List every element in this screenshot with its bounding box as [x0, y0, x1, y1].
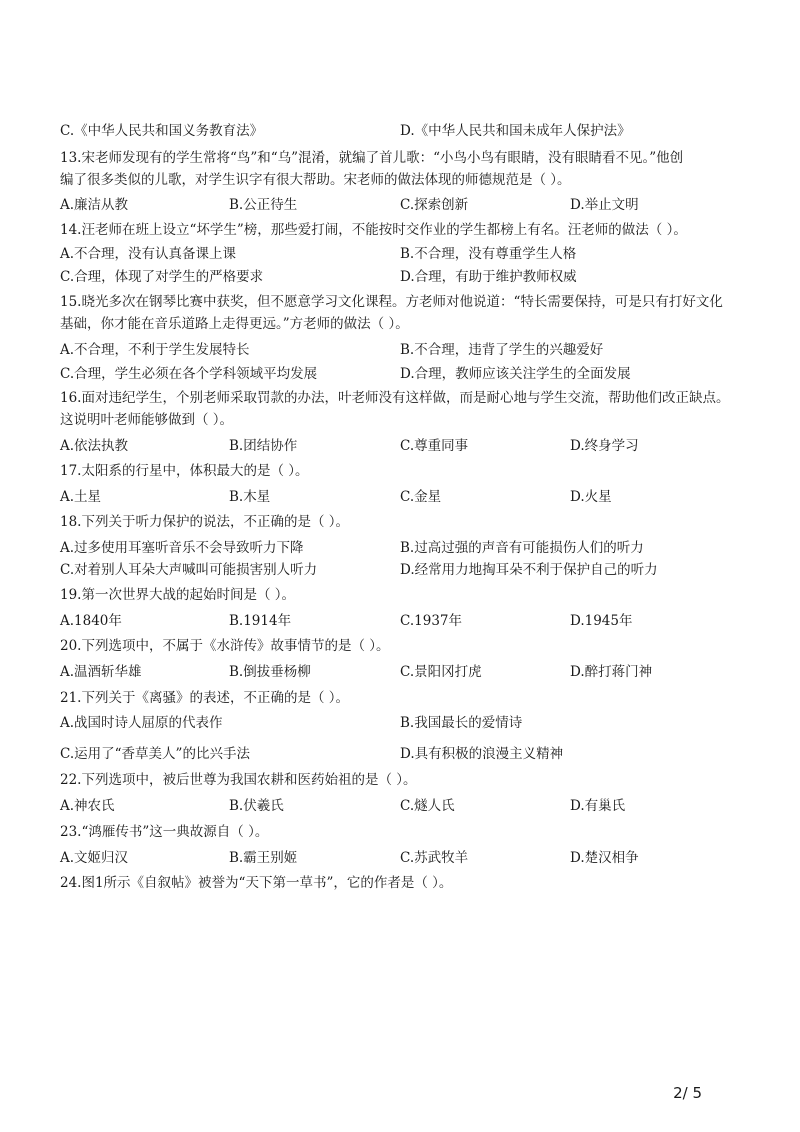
question-13-text: 13.宋老师发现有的学生常将“鸟”和“乌”混淆，就编了首儿歌：“小鸟小鸟有眼睛，没有眼睛看不见。”他创	[60, 150, 684, 166]
q16-option-d: D.终身学习	[570, 438, 639, 454]
q15-option-a: A.不合理，不利于学生发展特长	[60, 342, 250, 358]
question-15-text-cont: 基础，你才能在音乐道路上走得更远。”方老师的做法（ ）。	[60, 316, 409, 332]
q22-option-b: B.伏羲氏	[229, 798, 284, 814]
question-17-text: 17.太阳系的行星中，体积最大的是（ ）。	[60, 463, 309, 479]
question-16-text-cont: 这说明叶老师能够做到（ ）。	[60, 412, 234, 428]
option-d: D.《中华人民共和国未成年人保护法》	[400, 123, 631, 139]
q23-option-d: D.楚汉相争	[570, 850, 639, 866]
q17-option-c: C.金星	[400, 489, 442, 505]
question-21-text: 21.下列关于《离骚》的表述，不正确的是（ ）。	[60, 690, 350, 706]
option-c: C.《中华人民共和国义务教育法》	[60, 123, 264, 139]
q21-option-a: A.战国时诗人屈原的代表作	[60, 715, 223, 731]
q17-option-a: A.土星	[60, 489, 102, 505]
q21-option-c: C.运用了“香草美人”的比兴手法	[60, 746, 250, 762]
q18-option-c: C.对着别人耳朵大声喊叫可能损害别人听力	[60, 562, 318, 578]
q21-option-d: D.具有积极的浪漫主义精神	[400, 746, 564, 762]
q16-option-c: C.尊重同事	[400, 438, 469, 454]
q19-option-c: C.1937年	[400, 613, 462, 629]
question-13-text-cont: 编了很多类似的儿歌，对学生识字有很大帮助。宋老师的做法体现的师德规范是（ ）。	[60, 172, 571, 188]
q22-option-c: C.燧人氏	[400, 798, 455, 814]
question-16-text: 16.面对违纪学生，个别老师采取罚款的办法，叶老师没有这样做，而是耐心地与学生交流，帮助他们改正缺点。	[60, 390, 730, 406]
q16-option-a: A.依法执教	[60, 438, 129, 454]
page-number: 2/ 5	[673, 1084, 702, 1102]
q19-option-a: A.1840年	[60, 613, 122, 629]
q20-option-b: B.倒拔垂杨柳	[229, 664, 311, 680]
q14-option-b: B.不合理，没有尊重学生人格	[400, 246, 577, 262]
q13-option-a: A.廉洁从教	[60, 197, 129, 213]
q13-option-b: B.公正待生	[229, 197, 298, 213]
q20-option-a: A.温酒斩华雄	[60, 664, 142, 680]
q22-option-a: A.神农氏	[60, 798, 115, 814]
q17-option-d: D.火星	[570, 489, 612, 505]
q14-option-d: D.合理，有助于维护教师权威	[400, 269, 577, 285]
q13-option-d: D.举止文明	[570, 197, 639, 213]
question-20-text: 20.下列选项中，不属于《水浒传》故事情节的是（ ）。	[60, 638, 390, 654]
q14-option-c: C.合理，体现了对学生的严格要求	[60, 269, 264, 285]
q15-option-b: B.不合理，违背了学生的兴趣爱好	[400, 342, 604, 358]
q15-option-c: C.合理，学生必须在各个学科领域平均发展	[60, 366, 318, 382]
q23-option-c: C.苏武牧羊	[400, 850, 469, 866]
q20-option-c: C.景阳冈打虎	[400, 664, 482, 680]
q18-option-d: D.经常用力地掏耳朵不利于保护自己的听力	[400, 562, 658, 578]
question-18-text: 18.下列关于听力保护的说法，不正确的是（ ）。	[60, 514, 350, 530]
q13-option-c: C.探索创新	[400, 197, 469, 213]
q16-option-b: B.团结协作	[229, 438, 298, 454]
question-14-text: 14.汪老师在班上设立“坏学生”榜，那些爱打闹，不能按时交作业的学生都榜上有名。汪老师的做法（ ）。	[60, 222, 687, 238]
q18-option-b: B.过高过强的声音有可能损伤人们的听力	[400, 540, 644, 556]
question-22-text: 22.下列选项中，被后世尊为我国农耕和医药始祖的是（ ）。	[60, 772, 417, 788]
q17-option-b: B.木星	[229, 489, 271, 505]
question-23-text: 23.“鸿雁传书”这一典故源自（ ）。	[60, 824, 269, 840]
question-19-text: 19.第一次世界大战的起始时间是（ ）。	[60, 587, 296, 603]
q14-option-a: A.不合理，没有认真备课上课	[60, 246, 237, 262]
q22-option-d: D.有巢氏	[570, 798, 626, 814]
q21-option-b: B.我国最长的爱情诗	[400, 715, 523, 731]
question-24-text: 24.图1所示《自叙帖》被誉为“天下第一草书”，它的作者是（ ）。	[60, 875, 453, 891]
q19-option-d: D.1945年	[570, 613, 633, 629]
question-15-text: 15.晓光多次在钢琴比赛中获奖，但不愿意学习文化课程。方老师对他说道：“特长需要保持，可是只有打好文化	[60, 294, 723, 310]
q19-option-b: B.1914年	[229, 613, 292, 629]
q15-option-d: D.合理，教师应该关注学生的全面发展	[400, 366, 631, 382]
q23-option-b: B.霸王别姬	[229, 850, 298, 866]
q20-option-d: D.醉打蒋门神	[570, 664, 653, 680]
q23-option-a: A.文姬归汉	[60, 850, 129, 866]
q18-option-a: A.过多使用耳塞听音乐不会导致听力下降	[60, 540, 304, 556]
